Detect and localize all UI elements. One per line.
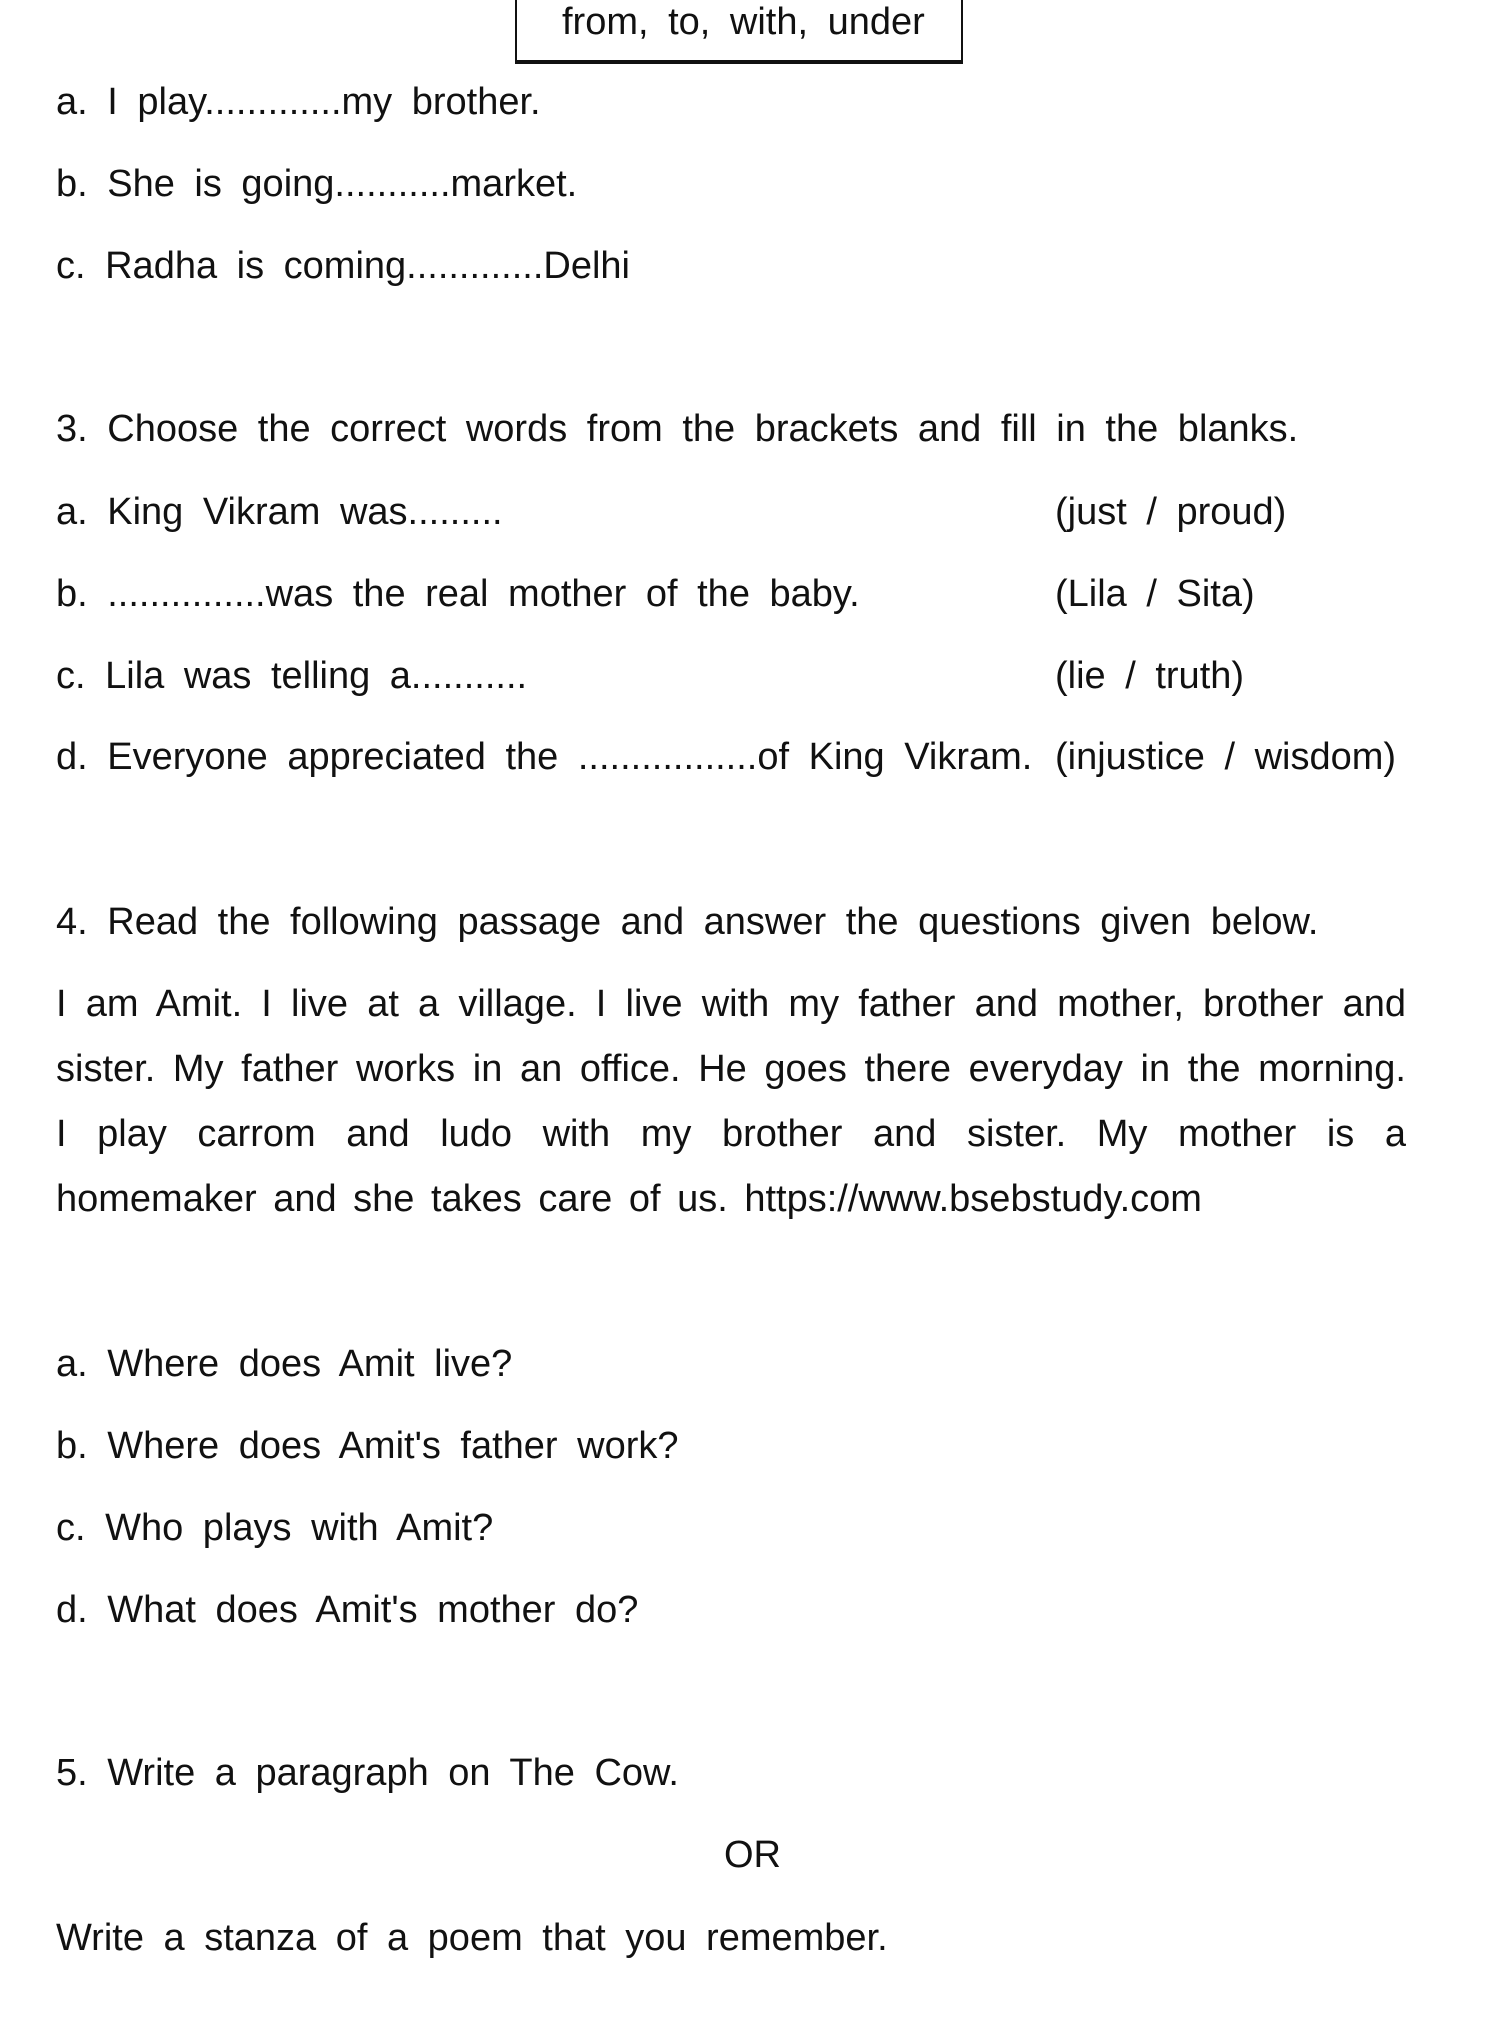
q3-item-b: b. ...............was the real mother of the baby. [56,573,860,615]
word-box [515,0,963,64]
q3-options-d: (injustice / wisdom) [1055,736,1397,778]
q4-question-d: d. What does Amit's mother do? [56,1589,639,1631]
q4-question-c: c. Who plays with Amit? [56,1507,494,1549]
q3-item-a: a. King Vikram was......... [56,491,503,533]
q5-or: OR [724,1834,781,1876]
q2-item-a: a. I play.............my brother. [56,81,541,123]
q3-options-c: (lie / truth) [1055,655,1245,697]
q4-heading: 4. Read the following passage and answer the questions given below. [56,901,1319,943]
q5-alternative: Write a stanza of a poem that you remember. [56,1917,888,1959]
q3-item-c: c. Lila was telling a........... [56,655,528,697]
q3-heading: 3. Choose the correct words from the brackets and fill in the blanks. [56,408,1299,450]
q4-passage: I am Amit. I live at a village. I live with my father and mother, brother and sister. My father works in an office. He goes there everyday in the morning. I play carrom and ludo with my brother and sister. My mother is a homemaker and she takes care of us. https://www.bsebstudy.com [56,983,1406,1220]
q3-item-d: d. Everyone appreciated the .................of King Vikram. [56,736,1033,778]
q4-question-a: a. Where does Amit live? [56,1343,513,1385]
q4-question-b: b. Where does Amit's father work? [56,1425,679,1467]
word-box-text: from, to, with, under [562,1,925,43]
q5-heading: 5. Write a paragraph on The Cow. [56,1752,679,1794]
q2-item-c: c. Radha is coming.............Delhi [56,245,630,287]
q3-options-b: (Lila / Sita) [1055,573,1255,615]
q2-item-b: b. She is going...........market. [56,163,578,205]
q3-options-a: (just / proud) [1055,491,1287,533]
